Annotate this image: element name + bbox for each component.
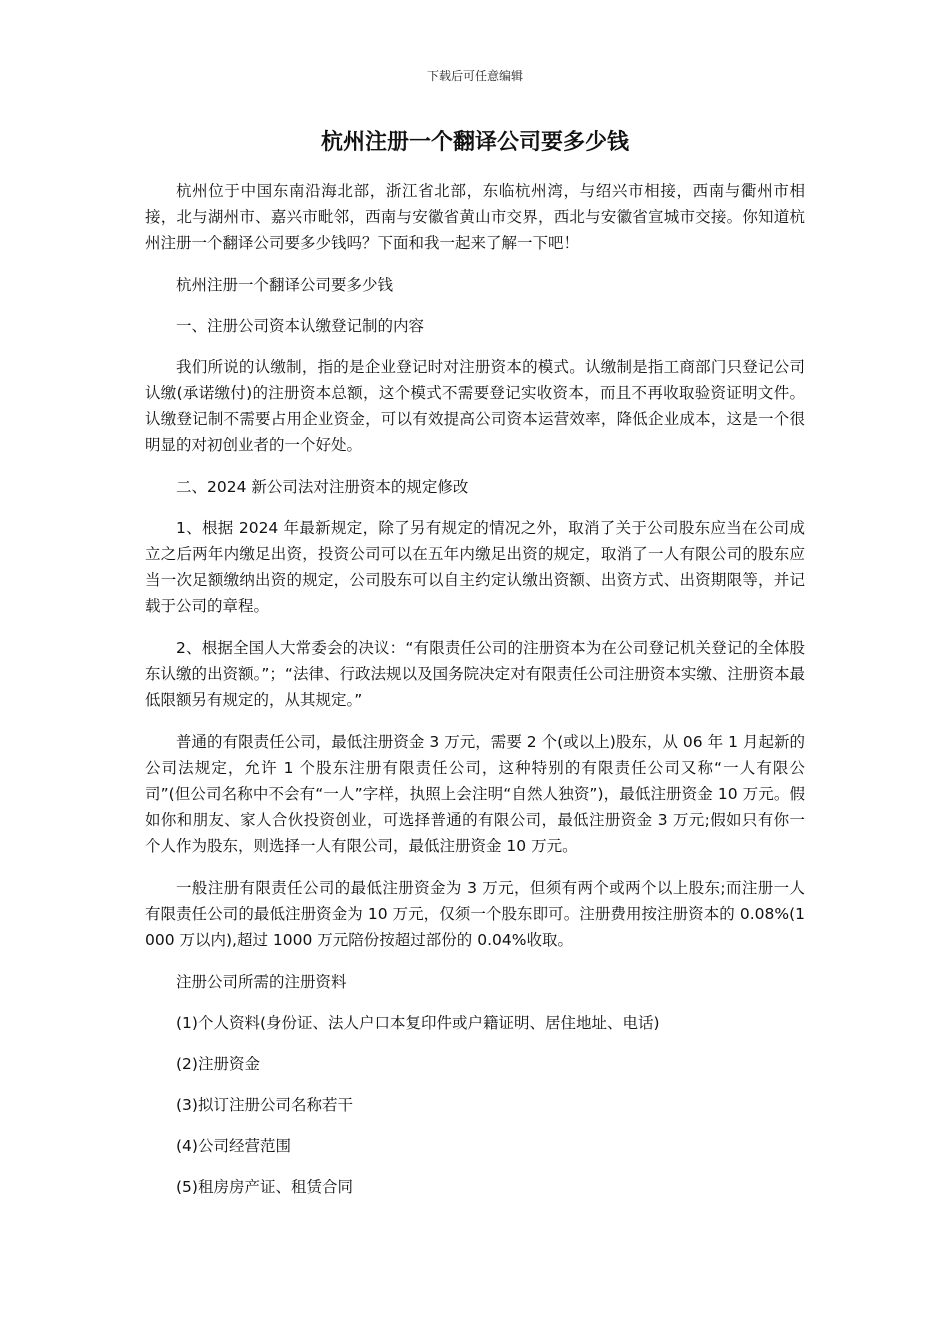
document-body	[145, 178, 805, 1215]
body-paragraph: 一般注册有限责任公司的最低注册资金为 3 万元，但须有两个或两个以上股东;而注册一人有限责任公司的最低注册资金为 10 万元，仅须一个股东即可。注册费用按注册资本的 0.08%(1000 万以内),超过 1000 万元陪份按超过部份的 0.04%收取。	[145, 879, 805, 949]
header-note: 下载后可任意编辑	[426, 69, 523, 83]
section-heading: 一、注册公司资本认缴登记制的内容	[176, 317, 425, 335]
body-paragraph: 2、根据全国人大常委会的决议：“有限责任公司的注册资本为在公司登记机关登记的全体股东认缴的出资额。”；“法律、行政法规以及国务院决定对有限责任公司注册资本实缴、注册资本最低限额另有规定的，从其规定。”	[145, 639, 805, 709]
list-item: (2)注册资金	[176, 1055, 260, 1073]
intro-paragraph: 杭州位于中国东南沿海北部，浙江省北部，东临杭州湾，与绍兴市相接，西南与衢州市相接，北与湖州市、嘉兴市毗邻，西南与安徽省黄山市交界，西北与安徽省宣城市交接。你知道杭州注册一个翻译公司要多少钱吗？下面和我一起来了解一下吧！	[145, 182, 805, 252]
section-heading: 杭州注册一个翻译公司要多少钱	[176, 276, 394, 294]
section-heading: 注册公司所需的注册资料	[176, 973, 347, 991]
list-item: (3)拟订注册公司名称若干	[176, 1096, 353, 1114]
document-title: 杭州注册一个翻译公司要多少钱	[320, 130, 629, 155]
body-paragraph: 我们所说的认缴制，指的是企业登记时对注册资本的模式。认缴制是指工商部门只登记公司认缴(承诺缴付)的注册资本总额，这个模式不需要登记实收资本，而且不再收取验资证明文件。认缴登记制不需要占用企业资金，可以有效提高公司资本运营效率，降低企业成本，这是一个很明显的对初创业者的一个好处。	[145, 358, 805, 454]
section-heading: 二、2024 新公司法对注册资本的规定修改	[176, 478, 469, 496]
list-item: (4)公司经营范围	[176, 1137, 291, 1155]
list-item: (5)租房房产证、租赁合同	[176, 1178, 353, 1196]
body-paragraph: 1、根据 2024 年最新规定，除了另有规定的情况之外，取消了关于公司股东应当在公司成立之后两年内缴足出资，投资公司可以在五年内缴足出资的规定，取消了一人有限公司的股东应当一次足额缴纳出资的规定，公司股东可以自主约定认缴出资额、出资方式、出资期限等，并记载于公司的章程。	[145, 519, 805, 615]
list-item: (1)个人资料(身份证、法人户口本复印件或户籍证明、居住地址、电话)	[176, 1014, 660, 1032]
body-paragraph: 普通的有限责任公司，最低注册资金 3 万元，需要 2 个(或以上)股东，从 06 年 1 月起新的公司法规定，允许 1 个股东注册有限责任公司，这种特别的有限责任公司又称“一人有限公司”(但公司名称中不会有“一人”字样，执照上会注明“自然人独资”)，最低注册资金 10 万元。假如你和朋友、家人合伙投资创业，可选择普通的有限公司，最低注册资金 3 万元;假如只有你一个人作为股东，则选择一人有限公司，最低注册资金 10 万元。	[145, 733, 805, 855]
